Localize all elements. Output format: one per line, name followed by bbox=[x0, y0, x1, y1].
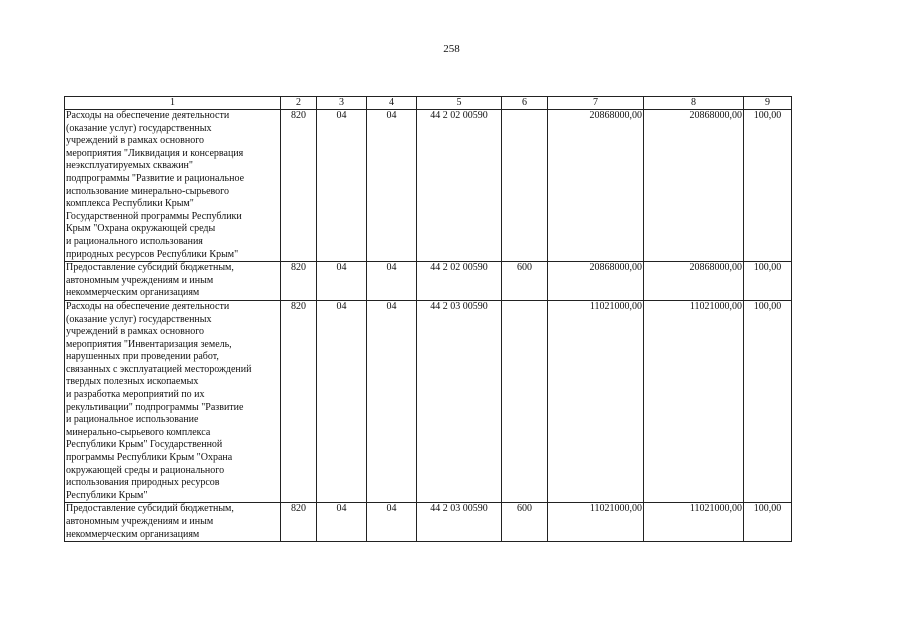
cell-amount-actual: 11021000,00 bbox=[644, 300, 744, 503]
table-row bbox=[65, 503, 792, 542]
cell-percent: 100,00 bbox=[744, 110, 792, 262]
cell-expense-type bbox=[502, 110, 548, 262]
column-header: 1 bbox=[65, 97, 281, 110]
cell-section: 04 bbox=[317, 503, 367, 542]
cell-target-article: 44 2 02 00590 bbox=[417, 262, 502, 301]
table-row bbox=[65, 262, 792, 301]
cell-percent: 100,00 bbox=[744, 262, 792, 301]
cell-amount-actual: 11021000,00 bbox=[644, 503, 744, 542]
table-row bbox=[65, 110, 792, 262]
cell-ministry-code: 820 bbox=[281, 503, 317, 542]
cell-amount-plan: 20868000,00 bbox=[548, 110, 644, 262]
column-header: 6 bbox=[502, 97, 548, 110]
cell-amount-actual: 20868000,00 bbox=[644, 110, 744, 262]
cell-subsection: 04 bbox=[367, 300, 417, 503]
cell-subsection: 04 bbox=[367, 110, 417, 262]
cell-section: 04 bbox=[317, 300, 367, 503]
row-description: Предоставление субсидий бюджетным, автономным учреждениям и иным некоммерческим организациям bbox=[65, 262, 281, 301]
column-header: 7 bbox=[548, 97, 644, 110]
cell-subsection: 04 bbox=[367, 262, 417, 301]
table-row bbox=[65, 300, 792, 503]
header-row bbox=[65, 97, 792, 110]
column-header: 8 bbox=[644, 97, 744, 110]
row-description: Предоставление субсидий бюджетным, автономным учреждениям и иным некоммерческим организациям bbox=[65, 503, 281, 542]
cell-section: 04 bbox=[317, 262, 367, 301]
cell-expense-type: 600 bbox=[502, 262, 548, 301]
page-number: 258 bbox=[443, 43, 460, 55]
cell-ministry-code: 820 bbox=[281, 110, 317, 262]
cell-amount-actual: 20868000,00 bbox=[644, 262, 744, 301]
column-header: 9 bbox=[744, 97, 792, 110]
cell-amount-plan: 20868000,00 bbox=[548, 262, 644, 301]
cell-target-article: 44 2 03 00590 bbox=[417, 503, 502, 542]
cell-target-article: 44 2 03 00590 bbox=[417, 300, 502, 503]
column-header: 3 bbox=[317, 97, 367, 110]
cell-percent: 100,00 bbox=[744, 300, 792, 503]
cell-expense-type bbox=[502, 300, 548, 503]
cell-percent: 100,00 bbox=[744, 503, 792, 542]
cell-target-article: 44 2 02 00590 bbox=[417, 110, 502, 262]
row-description: Расходы на обеспечение деятельности (оказание услуг) государственных учреждений в рамках основного мероприятия "Инвентаризация земель, нарушенных при проведении работ, связанных с эксплуатацией месторождений твердых полезных ископаемых и разработка мероприятий по их рекультивации" подпрограммы "Развитие и рациональное использование минерально-сырьевого комплекса Республики Крым" Государственной программы Республики Крым "Охрана окружающей среды и рационального использования природных ресурсов Республики Крым" bbox=[65, 300, 281, 503]
cell-ministry-code: 820 bbox=[281, 300, 317, 503]
cell-expense-type: 600 bbox=[502, 503, 548, 542]
column-header: 2 bbox=[281, 97, 317, 110]
column-header: 5 bbox=[417, 97, 502, 110]
cell-section: 04 bbox=[317, 110, 367, 262]
cell-ministry-code: 820 bbox=[281, 262, 317, 301]
row-description: Расходы на обеспечение деятельности (оказание услуг) государственных учреждений в рамках основного мероприятия "Ликвидация и консервация неэксплуатируемых скважин" подпрограммы "Развитие и рациональное использование минерально-сырьевого комплекса Республики Крым" Государственной программы Республики Крым "Охрана окружающей среды и рационального использования природных ресурсов Республики Крым" bbox=[65, 110, 281, 262]
column-header: 4 bbox=[367, 97, 417, 110]
budget-table bbox=[64, 96, 792, 542]
cell-amount-plan: 11021000,00 bbox=[548, 300, 644, 503]
cell-subsection: 04 bbox=[367, 503, 417, 542]
cell-amount-plan: 11021000,00 bbox=[548, 503, 644, 542]
